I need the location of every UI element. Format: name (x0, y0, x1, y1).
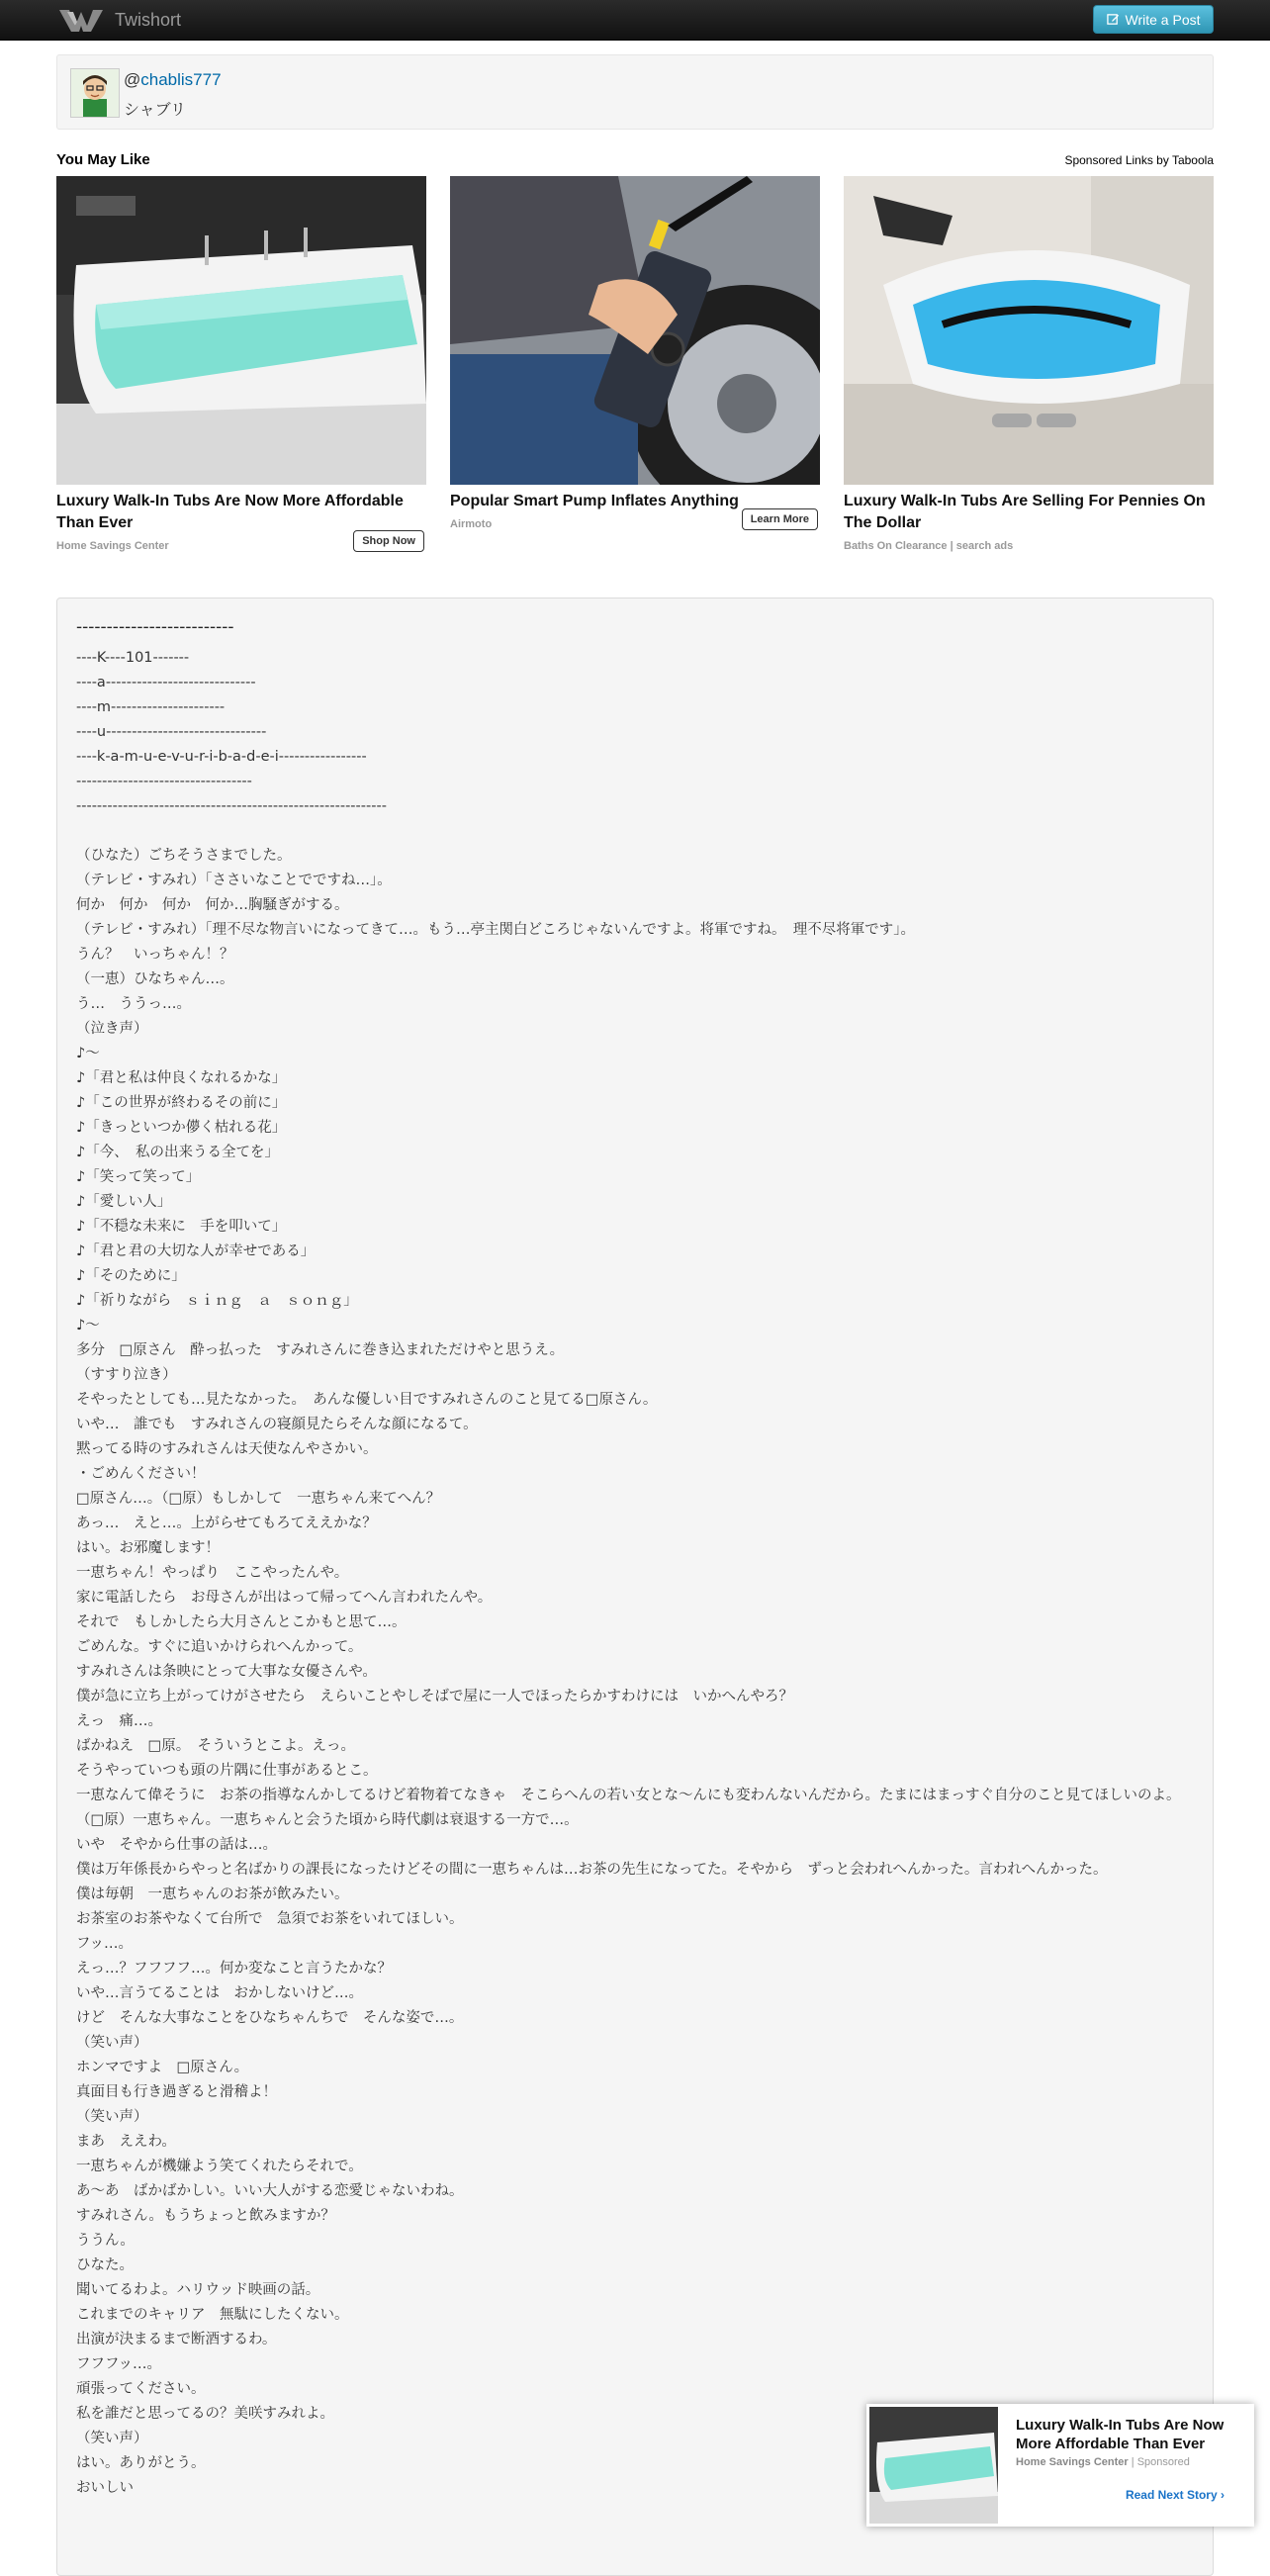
post-line: ♪「祈りながら ｓｉｎｇ ａ ｓｏｎｇ」 (76, 1293, 358, 1309)
learn-more-button[interactable]: Learn More (742, 508, 818, 530)
post-line: ♪「笑って笑って」 (76, 1169, 201, 1185)
post-line: （一恵）ひなちゃん…。 (76, 971, 234, 987)
popup-title[interactable]: Luxury Walk-In Tubs Are Now More Affordable Than Ever (1016, 2417, 1225, 2452)
post-line: そうやっていつも頭の片隅に仕事があるとこ。 (76, 1763, 378, 1779)
post-line: ごめんな。すぐに追いかけられへんかって。 (76, 1639, 363, 1655)
brand-name: Twishort (115, 9, 182, 30)
post-line: ♪「今、 私の出来うる全てを」 (76, 1145, 280, 1160)
post-line: いや… 誰でも すみれさんの寝顔見たらそんな顔になるて。 (76, 1417, 478, 1432)
post-line: 多分 □原さん 酔っ払った すみれさんに巻き込まれただけやと思うえ。 (76, 1342, 565, 1358)
write-post-label: Write a Post (1125, 11, 1201, 28)
post-blank-line (76, 819, 1194, 844)
write-post-button[interactable] (1093, 5, 1214, 34)
read-next-label: Read Next Story (1125, 2488, 1218, 2502)
post-line: すみれさんは条映にとって大事な女優さんや。 (76, 1664, 377, 1680)
ad-source: Home Savings Center (56, 540, 169, 552)
author-display-name: シャブリ (124, 100, 187, 119)
post-line: ひなた。 (76, 2257, 134, 2273)
post-line: 一恵なんて偉そうに お茶の指導なんかしてるけど着物着てなきゃ そこらへんの若い女とな～んにも変わんないんだから。たまにはまっすぐ自分のこと見てほしいのよ。 (76, 1788, 1181, 1803)
post-line: （笑い声） (76, 2109, 148, 2125)
post-line: （テレビ・すみれ）「理不尽な物言いになってきて…。もう…亭主関白どころじゃないんですよ。将軍ですね。 理不尽将軍です」。 (76, 922, 915, 938)
ad-image-bathtub[interactable] (56, 176, 426, 485)
post-line: ♪「君と君の大切な人が幸せである」 (76, 1243, 316, 1259)
post-line: えっ 痛…。 (76, 1713, 162, 1729)
post-line: ばかねえ □原。 そういうとこよ。えっ。 (76, 1738, 355, 1754)
post-line: 一恵ちゃんが機嫌よう笑てくれたらそれで。 (76, 2159, 363, 2174)
post-line: 僕は万年係長からやっと名ばかりの課長になったけどその間に一恵ちゃんは…お茶の先生になってた。そやから ずっと会われへんかった。言われへんかった。 (76, 1862, 1108, 1878)
post-line: いや…言うてることは おかしないけど…。 (76, 1985, 363, 2001)
ad-card-3[interactable] (844, 176, 1214, 552)
twishort-logo-icon (57, 6, 105, 34)
ad-title[interactable]: Luxury Walk-In Tubs Are Now More Affordable Than Ever (56, 493, 404, 531)
ad-card-2[interactable] (450, 176, 820, 530)
top-navbar (0, 0, 1270, 41)
post-line: はい。ありがとう。 (76, 2455, 206, 2471)
post-line: ううん。 (76, 2233, 135, 2249)
post-line: まあ ええわ。 (76, 2134, 176, 2150)
post-line: おいしい (76, 2480, 134, 2496)
post-line: フフフッ…。 (76, 2356, 161, 2372)
ad-source: Airmoto (450, 518, 493, 530)
post-line: ----m---------------------- (76, 699, 226, 715)
popup-source: Home Savings Center | Sponsored (1016, 2456, 1190, 2468)
post-line: 真面目も行き過ぎると滑稽よ！ (76, 2084, 277, 2100)
ad-card-1[interactable] (56, 176, 426, 552)
post-line: 聞いてるわよ。ハリウッド映画の話。 (76, 2282, 320, 2298)
post-line: 黙ってる時のすみれさんは天使なんやさかい。 (76, 1441, 378, 1457)
post-line: ♪「君と私は仲良くなれるかな」 (76, 1070, 287, 1086)
shop-now-button[interactable]: Shop Now (353, 530, 424, 552)
post-line: うん？ いっちゃん！？ (76, 947, 234, 963)
ad-image-pump[interactable] (450, 176, 820, 485)
author-card (56, 54, 1214, 130)
author-username[interactable]: @chablis777 (124, 70, 222, 89)
post-line: 僕が急に立ち上がってけがさせたら えらいことやしそばで屋に一人でほったらかすわけには いかへんやろ？ (76, 1689, 793, 1704)
post-line: ♪「愛しい人」 (76, 1194, 172, 1210)
post-line: ♪「そのために」 (76, 1268, 186, 1284)
read-next-story-link[interactable] (1126, 2488, 1225, 2502)
popup-ad-image[interactable] (869, 2407, 998, 2524)
post-line: ---------------------------------- (76, 774, 252, 789)
post-line: （すすり泣き） (76, 1367, 177, 1383)
post-line: （ひなた）ごちそうさまでした。 (76, 848, 292, 864)
post-line: すみれさん。もうちょっと飲みますか？ (76, 2208, 335, 2224)
post-line: （□原）一恵ちゃん。一恵ちゃんと会うた頃から時代劇は衰退する一方で…。 (76, 1812, 579, 1828)
post-line: ♪「不穏な未来に 手を叩いて」 (76, 1219, 287, 1235)
edit-icon (1107, 13, 1120, 26)
post-line: あ～あ ばかばかしい。いい大人がする恋愛じゃないわね。 (76, 2183, 464, 2199)
post-line: ♪「この世界が終わるその前に」 (76, 1095, 287, 1111)
post-line: あっ… えと…。上がらせてもろてええかな？ (76, 1516, 377, 1531)
post-line: ・ごめんください！ (76, 1466, 206, 1482)
post-line: （テレビ・すみれ）「ささいなことでですね…」。 (76, 873, 392, 888)
post-line: ----a----------------------------- (76, 675, 256, 690)
post-line: ----u------------------------------- (76, 724, 267, 740)
post-line: ♪～ (76, 1046, 100, 1061)
ad-image-corner-tub[interactable] (844, 176, 1214, 485)
post-line: 何か 何か 何か 何か…胸騒ぎがする。 (76, 897, 349, 913)
post-line: 私を誰だと思ってるの？美咲すみれよ。 (76, 2406, 334, 2422)
post-line: そやったとしても…見たなかった。 あんな優しい目ですみれさんのこと見てる□原さん。 (76, 1392, 658, 1408)
post-line: これまでのキャリア 無駄にしたくない。 (76, 2307, 349, 2323)
post-line: ------------------------------------------------------------ (76, 798, 387, 814)
post-line: ----k-a-m-u-e-v-u-r-i-b-a-d-e-i----------------- (76, 749, 367, 765)
post-line: いや そやから仕事の話は…。 (76, 1837, 277, 1853)
post-separator: -------------------------- (76, 617, 234, 637)
post-line: う… ううっ…。 (76, 996, 191, 1012)
post-line: けど そんな大事なことをひなちゃんちで そんな姿で…。 (76, 2010, 464, 2026)
post-line: ♪～ (76, 1318, 100, 1334)
post-line: ----K----101------- (76, 650, 190, 666)
post-line: ♪「きっといつか儚く枯れる花」 (76, 1120, 287, 1136)
post-text (76, 646, 1194, 2501)
post-line: ホンマですよ □原さん。 (76, 2060, 249, 2075)
ad-title[interactable]: Popular Smart Pump Inflates Anything (450, 493, 739, 509)
post-line: 一恵ちゃん！やっぱり ここやったんや。 (76, 1565, 349, 1581)
ad-source: Baths On Clearance | search ads (844, 540, 1014, 552)
post-line: （笑い声） (76, 2431, 148, 2446)
popup-source-name: Home Savings Center (1016, 2456, 1129, 2468)
post-line: お茶室のお茶やなくて台所で 急須でお茶をいれてほしい。 (76, 1911, 464, 1927)
recommendations-title: You May Like (56, 151, 150, 168)
post-line: □原さん…。（□原）もしかして 一恵ちゃん来てへん？ (76, 1491, 441, 1507)
post-line: フッ…。 (76, 1936, 133, 1952)
next-story-popup[interactable] (866, 2404, 1254, 2527)
post-line: （泣き声） (76, 1021, 148, 1037)
sponsored-links-label[interactable]: Sponsored Links by Taboola (1064, 153, 1214, 167)
post-line: えっ…？フフフフ…。何か変なこと言うたかな？ (76, 1961, 392, 1977)
post-line: それで もしかしたら大月さんとこかもと思て…。 (76, 1614, 407, 1630)
post-line: 出演が決まるまで断酒するわ。 (76, 2332, 277, 2347)
chevron-right-icon: › (1221, 2488, 1225, 2502)
post-body (56, 598, 1214, 2576)
popup-sponsored: Sponsored (1136, 2456, 1190, 2468)
post-line: 家に電話したら お母さんが出はって帰ってへん言われたんや。 (76, 1590, 493, 1606)
user-avatar[interactable] (70, 68, 120, 118)
post-line: （笑い声） (76, 2035, 148, 2051)
post-line: 頑張ってください。 (76, 2381, 206, 2397)
post-line: はい。お邪魔します！ (76, 1540, 220, 1556)
ad-title[interactable]: Luxury Walk-In Tubs Are Selling For Pennies On The Dollar (844, 493, 1206, 531)
brand[interactable] (57, 6, 181, 34)
post-line: 僕は毎朝 一恵ちゃんのお茶が飲みたい。 (76, 1886, 349, 1902)
username-text: chablis777 (140, 70, 222, 89)
